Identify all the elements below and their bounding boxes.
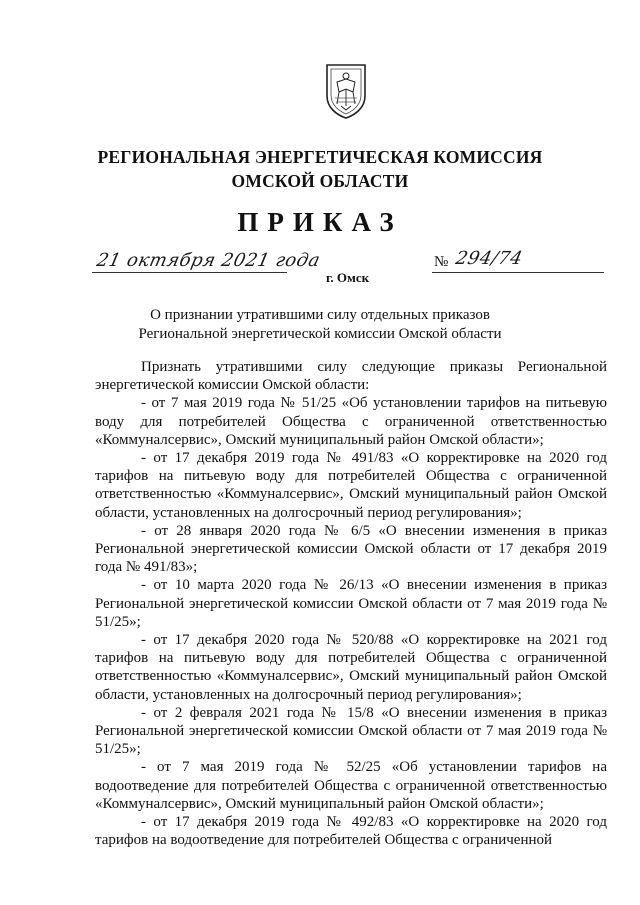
body-item-6: - от 2 февраля 2021 года № 15/8 «О внесении изменения в приказ Региональной энергетической комиссии Омской области от 7 мая 2019 года № 51/25»; (95, 704, 607, 758)
body-item-5: - от 17 декабря 2020 года № 520/88 «О корректировке на 2021 год тарифов на питьевую воду для потребителей Общества с ограниченной ответственностью «Коммуналсервис», Омский муниципальный район Омской области, установленных на долгосрочный период регулирования»; (95, 632, 607, 703)
document-body (95, 358, 607, 849)
date-underline (92, 272, 287, 273)
body-item-7: - от 7 мая 2019 года № 52/25 «Об установлении тарифов на водоотведение для потребителей Общества с ограниченной ответственностью «Коммуналсервис», Омский муниципальный район Омской области»; (95, 759, 607, 812)
handwritten-order-number: 294/74 (453, 248, 525, 269)
number-underline (432, 272, 604, 273)
body-item-8: - от 17 декабря 2019 года № 492/83 «О корректировке на 2020 год тарифов на водоотведение для потребителей Общества с ограниченной (95, 814, 607, 849)
body-item-4: - от 10 марта 2020 года № 26/13 «О внесении изменения в приказ Региональной энергетической комиссии Омской области от 7 мая 2019 года № 51/25»; (95, 577, 607, 630)
document-title: ПРИКАЗ (237, 207, 403, 237)
number-label: № (434, 254, 449, 270)
organization-name-line2: ОМСКОЙ ОБЛАСТИ (231, 171, 409, 191)
body-item-1: - от 7 мая 2019 года № 51/25 «Об установлении тарифов на питьевую воду для потребителей Общества с ограниченной ответственностью «Коммуналсервис», Омский муниципальный район Омской области»; (95, 395, 607, 448)
body-item-2: - от 17 декабря 2019 года № 491/83 «О корректировке на 2020 год тарифов на питьевую воду для потребителей Общества с ограниченной ответственностью «Коммуналсервис», Омский муниципальный район Омской области, установленных на долгосрочный период регулирования»; (95, 450, 607, 521)
handwritten-date: 21 октября 2021 года (94, 250, 323, 271)
body-intro: Признать утратившими силу следующие приказы Региональной энергетической комиссии Омской области: (95, 359, 607, 394)
subject-line2: Региональной энергетической комиссии Омской области (138, 326, 502, 342)
subject-line1: О признании утратившими силу отдельных приказов (150, 307, 490, 323)
body-item-3: - от 28 января 2020 года № 6/5 «О внесении изменения в приказ Региональной энергетической комиссии Омской области от 17 декабря 2019 года № 491/83»; (95, 522, 607, 576)
city-label: г. Омск (326, 270, 370, 285)
organization-name-line1: РЕГИОНАЛЬНАЯ ЭНЕРГЕТИЧЕСКАЯ КОМИССИЯ (97, 147, 543, 167)
coat-of-arms-icon (323, 62, 369, 120)
